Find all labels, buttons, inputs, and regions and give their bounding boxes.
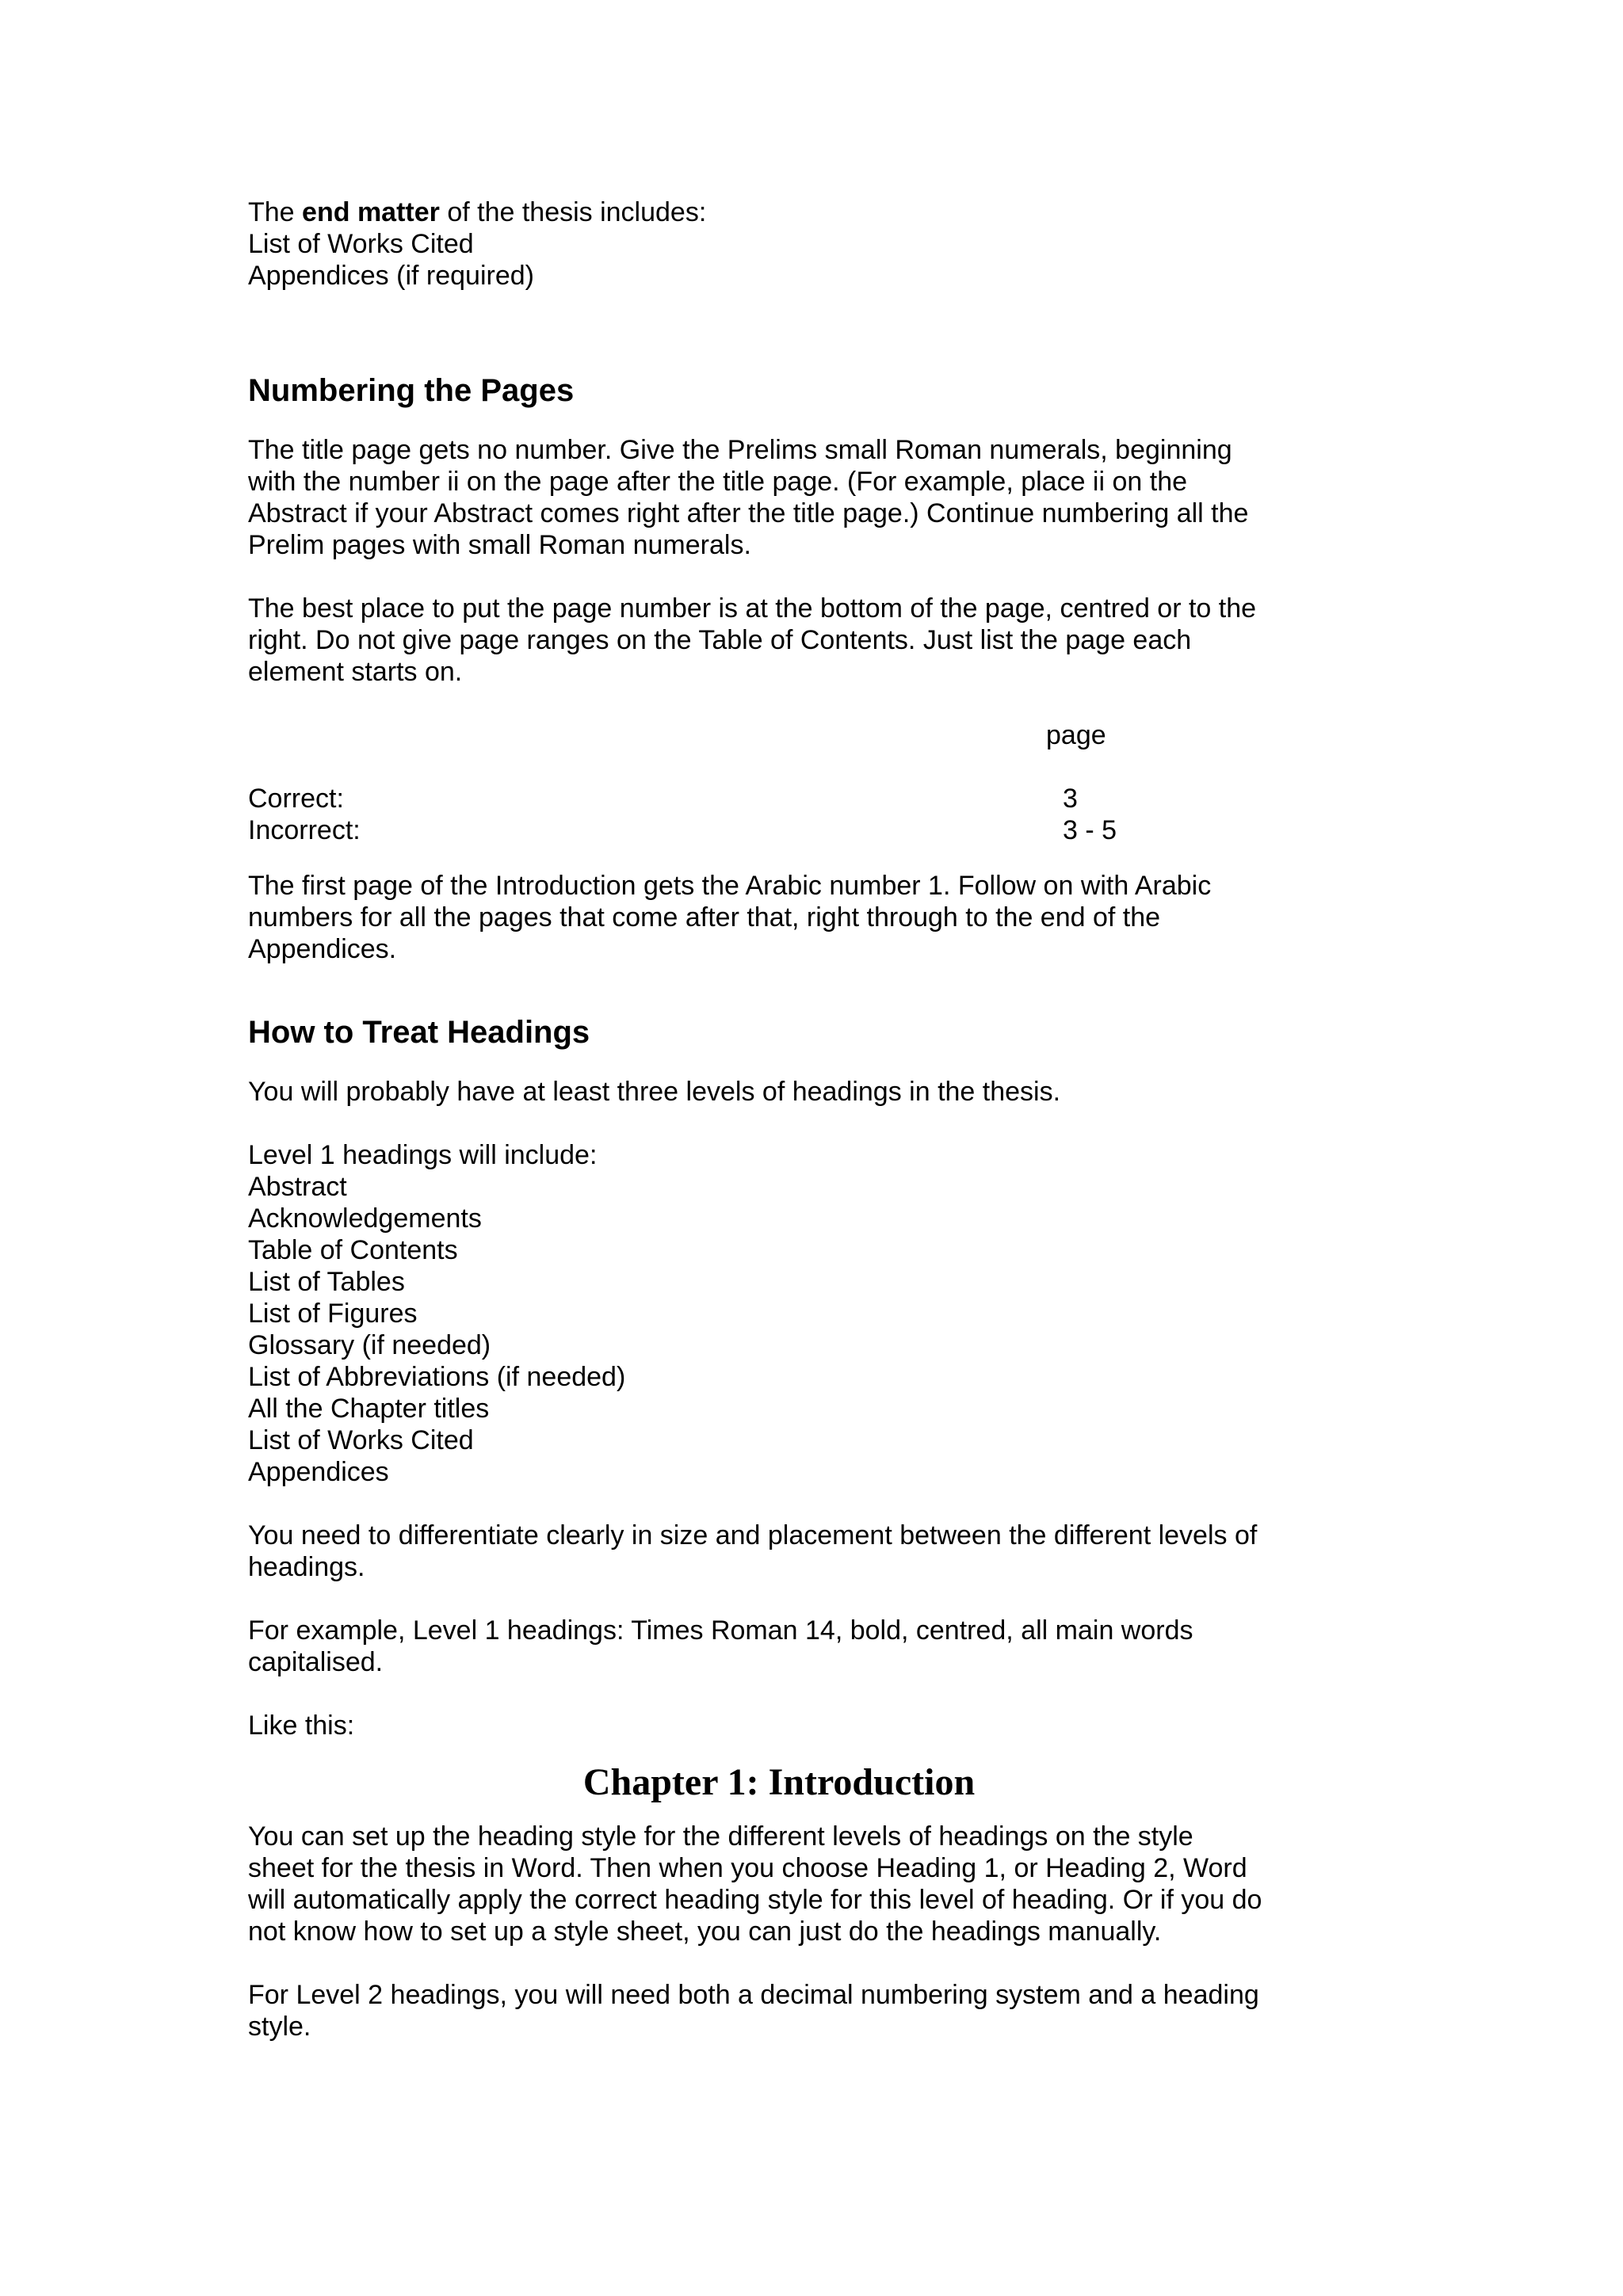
differentiate-paragraph xyxy=(248,1520,1302,1583)
text-line: sheet for the thesis in Word. Then when you choose Heading 1, or Heading 2, Word xyxy=(248,1853,1247,1883)
page-column-header: page xyxy=(1046,720,1106,750)
section-heading-headings: How to Treat Headings xyxy=(248,1015,590,1050)
end-matter-intro-bold: end matter xyxy=(302,197,440,227)
list-item: Appendices xyxy=(248,1457,389,1487)
end-matter-intro xyxy=(248,196,1302,228)
numbering-paragraph-1 xyxy=(248,434,1302,561)
document-page xyxy=(248,196,1302,2042)
text-line: capitalised. xyxy=(248,1647,384,1677)
chapter-heading-example: Chapter 1: Introduction xyxy=(582,1761,976,1803)
text-line: will automatically apply the correct heading style for this level of heading. Or if you do xyxy=(248,1885,1262,1915)
text-line: The first page of the Introduction gets the Arabic number 1. Follow on with Arabic xyxy=(248,871,1212,901)
text-line: style. xyxy=(248,2012,311,2042)
text-line: numbers for all the pages that come after that, right through to the end of the xyxy=(248,902,1161,933)
text-line: headings. xyxy=(248,1552,365,1582)
style-sheet-paragraph xyxy=(248,1821,1302,1947)
list-item: List of Abbreviations (if needed) xyxy=(248,1362,626,1392)
text-line: For Level 2 headings, you will need both a decimal numbering system and a heading xyxy=(248,1980,1259,2010)
like-this-label: Like this: xyxy=(248,1711,355,1741)
end-matter-intro-suffix: of the thesis includes: xyxy=(439,197,707,227)
text-line: element starts on. xyxy=(248,657,463,687)
headings-intro: You will probably have at least three levels of headings in the thesis. xyxy=(248,1077,1061,1107)
correct-label: Correct: xyxy=(248,784,344,814)
end-matter-item: List of Works Cited xyxy=(248,229,474,259)
incorrect-label: Incorrect: xyxy=(248,815,361,845)
list-item: List of Works Cited xyxy=(248,1425,474,1455)
text-line: The title page gets no number. Give the Prelims small Roman numerals, beginning xyxy=(248,435,1232,465)
end-matter-item: Appendices (if required) xyxy=(248,261,534,291)
end-matter-intro-prefix: The xyxy=(248,197,303,227)
list-item: List of Figures xyxy=(248,1299,418,1329)
numbering-paragraph-3 xyxy=(248,870,1302,965)
text-line: You need to differentiate clearly in size and placement between the different levels of xyxy=(248,1520,1258,1550)
text-line: with the number ii on the page after the title page. (For example, place ii on the xyxy=(248,467,1188,497)
text-line: You can set up the heading style for the different levels of headings on the style xyxy=(248,1821,1193,1852)
level1-list xyxy=(248,1171,1302,1488)
text-line: For example, Level 1 headings: Times Roman 14, bold, centred, all main words xyxy=(248,1615,1193,1646)
numbering-paragraph-2 xyxy=(248,593,1302,688)
text-line: right. Do not give page ranges on the Table of Contents. Just list the page each xyxy=(248,625,1192,655)
text-line: not know how to set up a style sheet, you can just do the headings manually. xyxy=(248,1917,1162,1947)
example-paragraph xyxy=(248,1615,1302,1678)
correct-value: 3 xyxy=(1063,784,1078,814)
level2-paragraph xyxy=(248,1979,1302,2042)
list-item: List of Tables xyxy=(248,1267,405,1297)
page-number-example-table xyxy=(248,719,1302,845)
list-item: All the Chapter titles xyxy=(248,1394,490,1424)
section-heading-numbering: Numbering the Pages xyxy=(248,373,575,408)
list-item: Table of Contents xyxy=(248,1235,458,1265)
list-item: Glossary (if needed) xyxy=(248,1330,491,1360)
text-line: The best place to put the page number is at the bottom of the page, centred or to the xyxy=(248,593,1257,624)
text-line: Prelim pages with small Roman numerals. xyxy=(248,530,751,560)
level1-intro: Level 1 headings will include: xyxy=(248,1140,598,1170)
text-line: Abstract if your Abstract comes right after the title page.) Continue numbering all the xyxy=(248,498,1249,528)
list-item: Acknowledgements xyxy=(248,1203,482,1234)
text-line: Appendices. xyxy=(248,934,397,964)
list-item: Abstract xyxy=(248,1172,347,1202)
incorrect-value: 3 - 5 xyxy=(1063,815,1117,845)
